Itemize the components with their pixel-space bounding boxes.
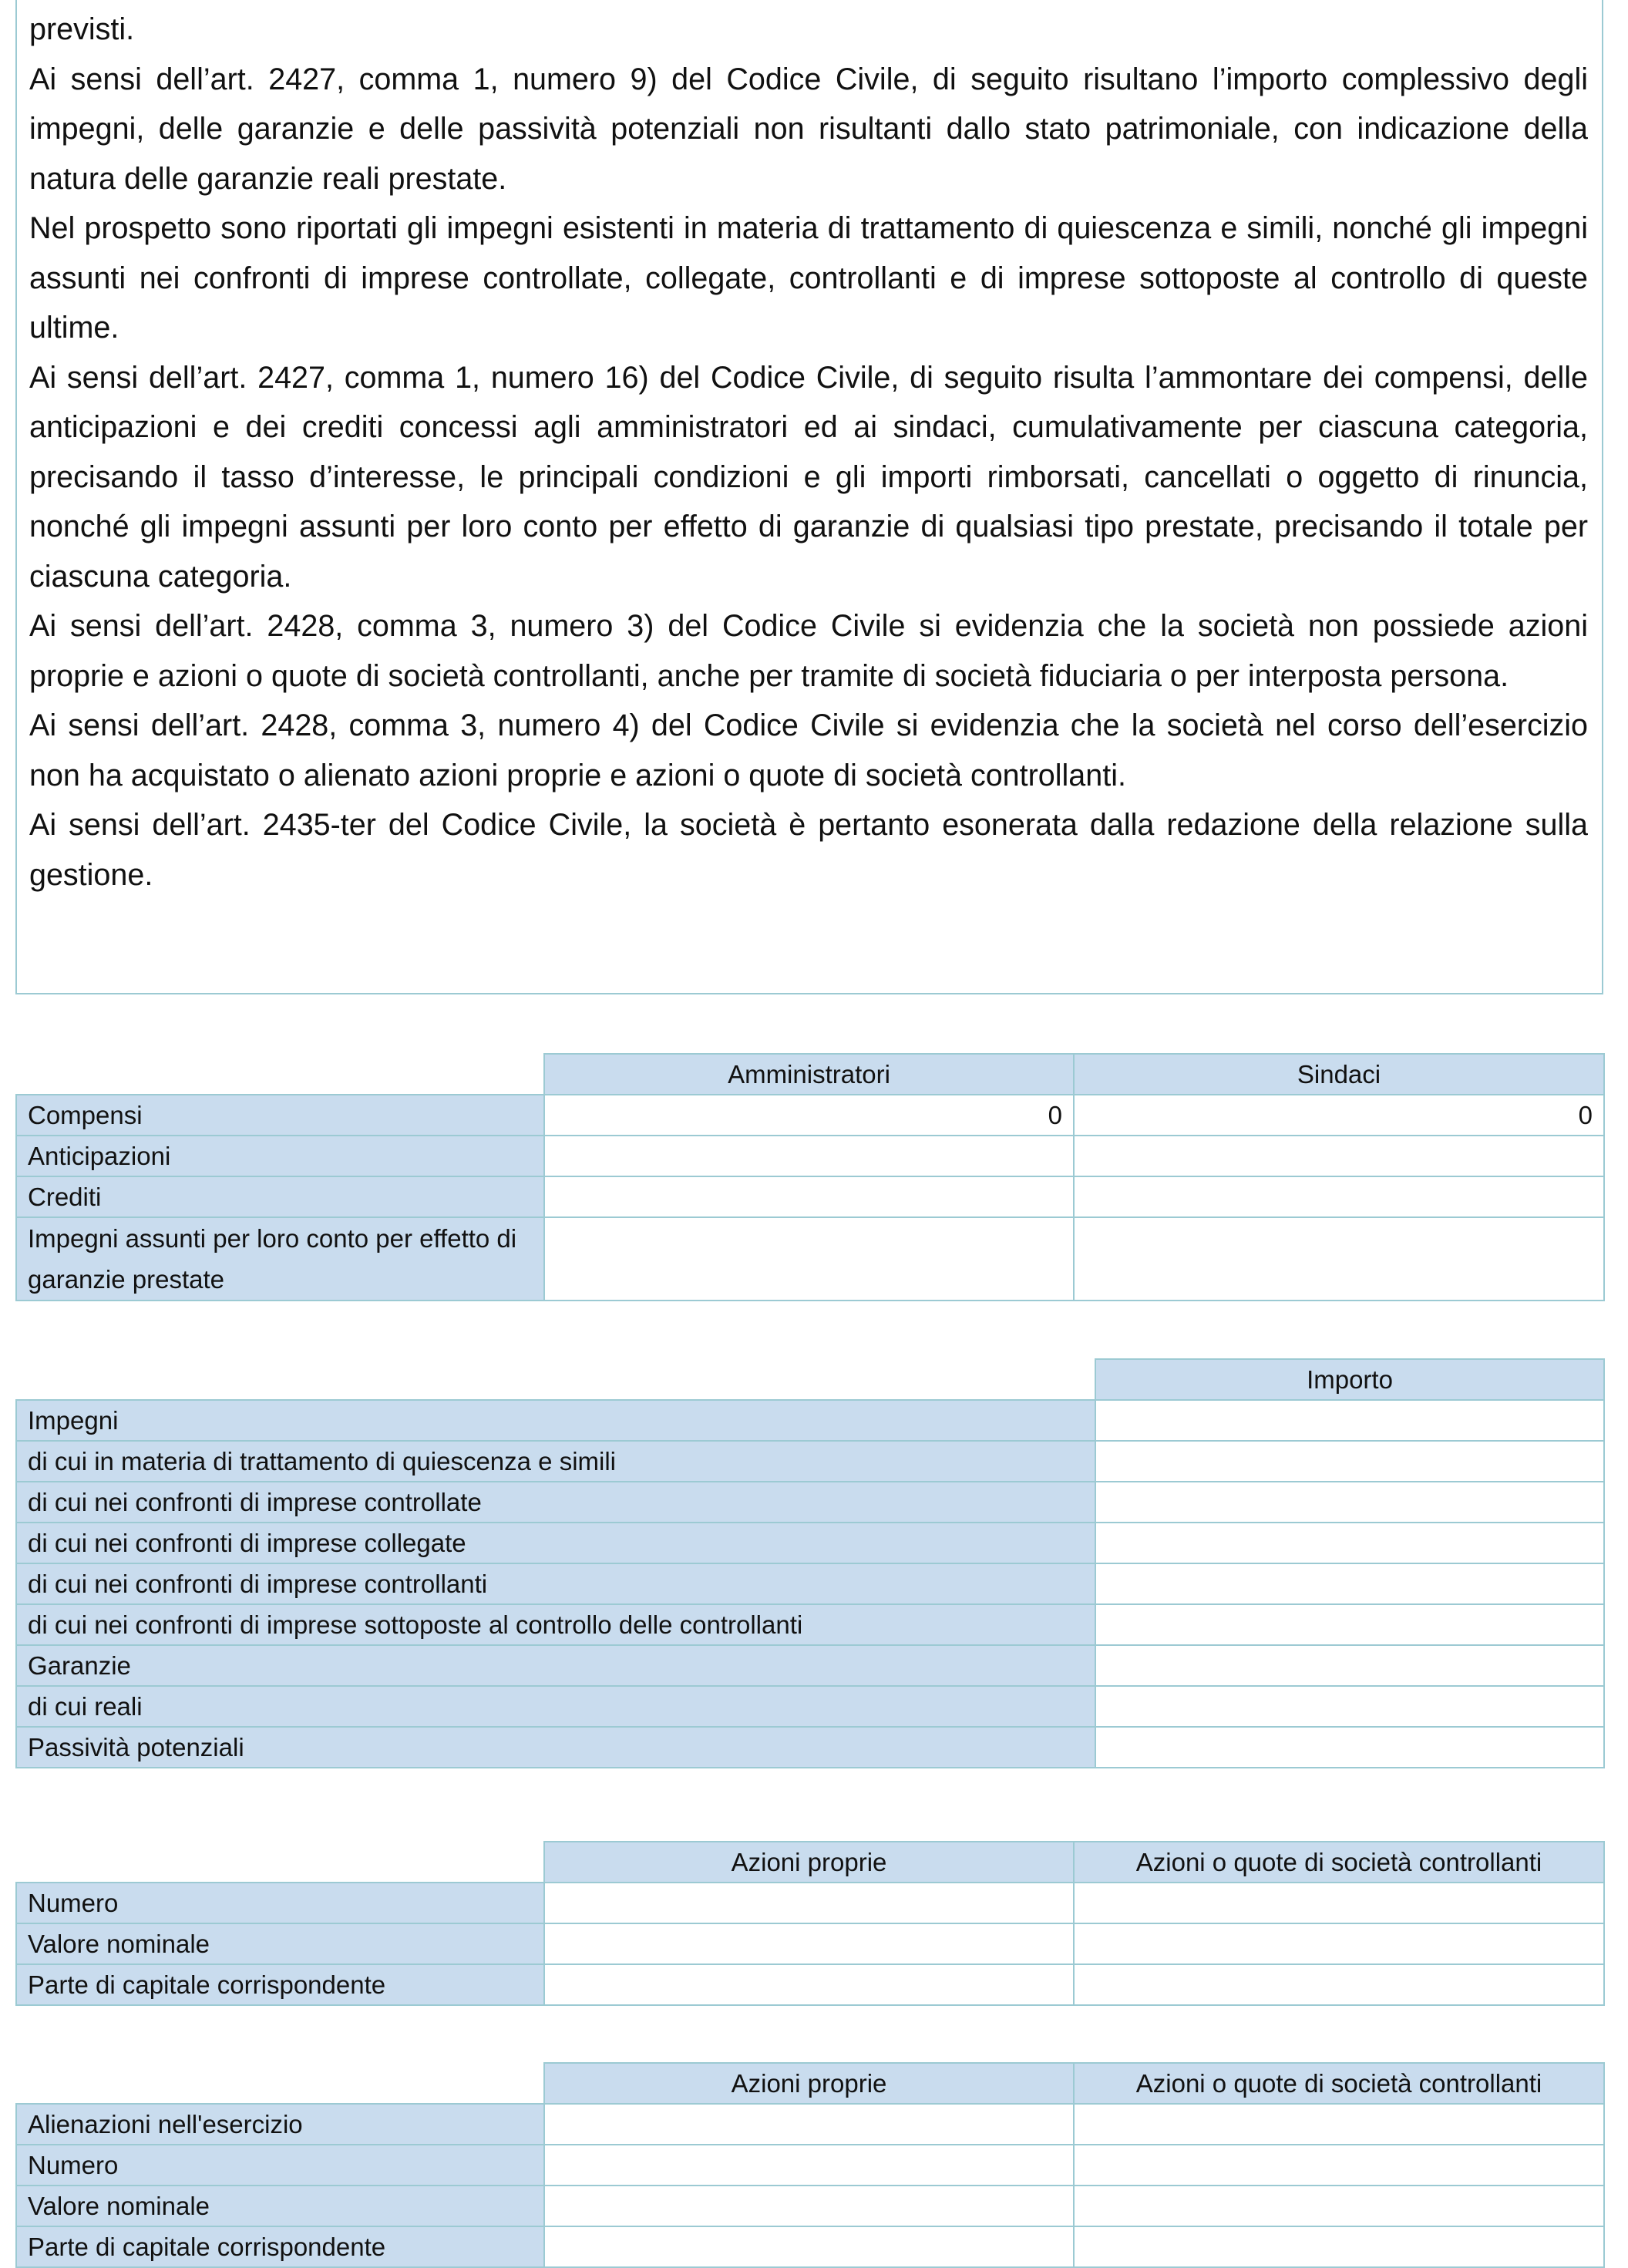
value-cell [1095, 1645, 1604, 1686]
impegni-table [15, 1358, 1605, 1768]
value-cell: 0 [1074, 1095, 1604, 1136]
row-label: Parte di capitale corrispondente [16, 2226, 544, 2267]
table-row [16, 1727, 1604, 1768]
row-label: Passività potenziali [16, 1727, 1095, 1768]
row-label: Impegni assunti per loro conto per effetto di garanzie prestate [16, 1217, 544, 1301]
row-label: Numero [16, 2145, 544, 2186]
alienazioni-table [15, 2062, 1605, 2268]
value-cell [1095, 1563, 1604, 1604]
value-cell [544, 2104, 1074, 2145]
paragraph-azioni-proprie: Ai sensi dell’art. 2428, comma 3, numero 3) del Codice Civile si evidenzia che la società non possiede azioni proprie e azioni o quote di società controllanti, anche per tramite di società fiduciaria o per interposta persona. [29, 609, 1588, 693]
table-row [16, 1964, 1604, 2005]
table-row [16, 1604, 1604, 1645]
header-empty-cell [16, 1359, 1095, 1400]
value-cell [1074, 2226, 1604, 2267]
table-row [16, 1523, 1604, 1563]
row-label: Crediti [16, 1176, 544, 1217]
table-header-row [16, 2063, 1604, 2104]
table-row [16, 1686, 1604, 1727]
paragraph-continuation: previsti. [29, 12, 135, 46]
table-row [16, 2145, 1604, 2186]
column-header-azioni-proprie: Azioni proprie [544, 1842, 1074, 1883]
row-label: Garanzie [16, 1645, 1095, 1686]
value-cell [1074, 1176, 1604, 1217]
value-cell [544, 1964, 1074, 2005]
table-row [16, 2104, 1604, 2145]
value-cell [1095, 1727, 1604, 1768]
value-cell [544, 2145, 1074, 2186]
row-label: di cui nei confronti di imprese sottoposte al controllo delle controllanti [16, 1604, 1095, 1645]
row-label: di cui nei confronti di imprese controllate [16, 1482, 1095, 1523]
value-cell [544, 2186, 1074, 2226]
header-empty-cell [16, 2063, 544, 2104]
row-label: Anticipazioni [16, 1136, 544, 1176]
row-label: Numero [16, 1883, 544, 1923]
row-label: Valore nominale [16, 1923, 544, 1964]
row-label: di cui nei confronti di imprese collegate [16, 1523, 1095, 1563]
table-row [16, 1645, 1604, 1686]
paragraph-esonero-relazione: Ai sensi dell’art. 2435-ter del Codice Civile, la società è pertanto esonerata dalla redazione della relazione sulla gestione. [29, 808, 1588, 892]
header-empty-cell [16, 1842, 544, 1883]
row-label: di cui in materia di trattamento di quiescenza e simili [16, 1441, 1095, 1482]
table-header-row [16, 1842, 1604, 1883]
value-cell [1074, 2104, 1604, 2145]
paragraph-compensi: Ai sensi dell’art. 2427, comma 1, numero 16) del Codice Civile, di seguito risulta l’ammontare dei compensi, delle anticipazioni e dei crediti concessi agli amministratori ed ai sindaci, cumulativamente per ciascuna categoria, precisando il tasso d’interesse, le principali condizioni e gli importi rimborsati, cancellati o oggetto di rinuncia, nonché gli impegni assunti per loro conto per effetto di garanzie di qualsiasi tipo prestate, precisando il totale per ciascuna categoria. [29, 360, 1588, 594]
paragraph-impegni-garanzie: Ai sensi dell’art. 2427, comma 1, numero 9) del Codice Civile, di seguito risultano l’importo complessivo degli impegni, delle garanzie e delle passività potenziali non risultanti dallo stato patrimoniale, con indicazione della natura delle garanzie reali prestate. [29, 62, 1588, 196]
value-cell [1095, 1604, 1604, 1645]
table-row [16, 2186, 1604, 2226]
column-header-amministratori: Amministratori [544, 1054, 1074, 1095]
row-label: di cui reali [16, 1686, 1095, 1727]
compensi-table [15, 1053, 1605, 1301]
table-header-row [16, 1359, 1604, 1400]
table-row [16, 1095, 1604, 1136]
value-cell [1095, 1686, 1604, 1727]
table-row [16, 1400, 1604, 1441]
value-cell [1095, 1482, 1604, 1523]
row-label: Alienazioni nell'esercizio [16, 2104, 544, 2145]
value-cell [1074, 1923, 1604, 1964]
value-cell [544, 1176, 1074, 1217]
table-row [16, 1482, 1604, 1523]
table-row [16, 1217, 1604, 1301]
value-cell [1074, 1964, 1604, 2005]
paragraph-acquisti-alienazioni: Ai sensi dell’art. 2428, comma 3, numero 4) del Codice Civile si evidenzia che la società nel corso dell’esercizio non ha acquistato o alienato azioni proprie e azioni o quote di società controllanti. [29, 708, 1588, 792]
value-cell [544, 1136, 1074, 1176]
value-cell [544, 1883, 1074, 1923]
table-row [16, 1883, 1604, 1923]
header-empty-cell [16, 1054, 544, 1095]
table-row [16, 1136, 1604, 1176]
row-label: Impegni [16, 1400, 1095, 1441]
value-cell [1095, 1400, 1604, 1441]
value-cell [544, 1923, 1074, 1964]
row-label: Parte di capitale corrispondente [16, 1964, 544, 2005]
value-cell [1095, 1441, 1604, 1482]
azioni-possedute-table [15, 1841, 1605, 2006]
table-row [16, 1923, 1604, 1964]
column-header-importo: Importo [1095, 1359, 1604, 1400]
column-header-azioni-controllanti: Azioni o quote di società controllanti [1074, 1842, 1604, 1883]
value-cell [544, 2226, 1074, 2267]
value-cell: 0 [544, 1095, 1074, 1136]
column-header-azioni-proprie: Azioni proprie [544, 2063, 1074, 2104]
row-label: Compensi [16, 1095, 544, 1136]
table-header-row [16, 1054, 1604, 1095]
disclosure-text-box [15, 0, 1603, 994]
column-header-azioni-controllanti: Azioni o quote di società controllanti [1074, 2063, 1604, 2104]
row-label: Valore nominale [16, 2186, 544, 2226]
column-header-sindaci: Sindaci [1074, 1054, 1604, 1095]
value-cell [1095, 1523, 1604, 1563]
value-cell [1074, 1883, 1604, 1923]
table-row [16, 1563, 1604, 1604]
table-row [16, 2226, 1604, 2267]
table-row [16, 1176, 1604, 1217]
table-row [16, 1441, 1604, 1482]
value-cell [1074, 1217, 1604, 1301]
value-cell [1074, 2186, 1604, 2226]
value-cell [1074, 1136, 1604, 1176]
paragraph-prospetto: Nel prospetto sono riportati gli impegni esistenti in materia di trattamento di quiescenza e simili, nonché gli impegni assunti nei confronti di imprese controllate, collegate, controllanti e di imprese sottoposte al controllo di queste ultime. [29, 211, 1588, 345]
value-cell [1074, 2145, 1604, 2186]
row-label: di cui nei confronti di imprese controllanti [16, 1563, 1095, 1604]
value-cell [544, 1217, 1074, 1301]
